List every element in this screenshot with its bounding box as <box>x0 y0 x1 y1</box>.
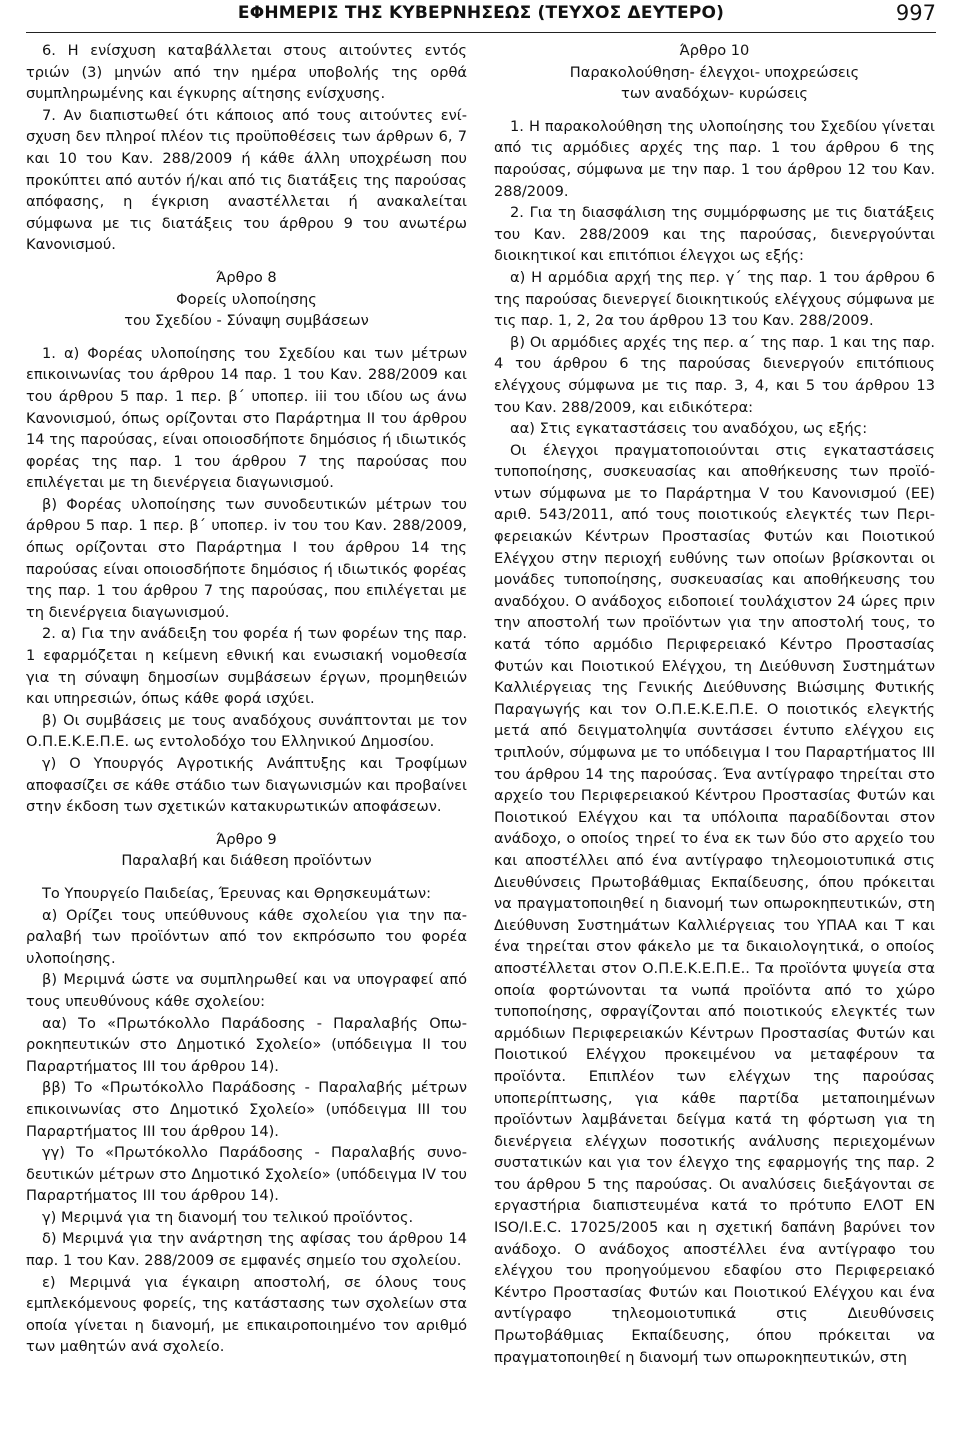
paragraph: αα) Το «Πρωτόκολλο Παράδοσης - Παραλαβής Οπωροκηπευτικών στο Δημοτικό Σχολείο» (υπόδειγμα ΙΙ του Παραρτήματος ΙΙΙ του άρθρου 14). <box>26 1014 467 1075</box>
paragraph: β) Φορέας υλοποίησης των συνοδευτικών μέτρων του άρθρου 5 παρ. 1 περ. β΄ υποπερ. iv του του Καν. 288/2009, όπως ορίζονται στο Παράρτημα Ι του άρθρου 14 της παρούσας είναι οποιοσδήποτε δημόσιος ή ιδιωτικός φορέας της παρ. 1 του άρθρου 7 της παρούσας, που επιλέγεται με τη διενέργεια διαγωνισμού. <box>26 495 467 621</box>
paragraph: β) Οι συμβάσεις με τους αναδόχους συνάπτονται με τον Ο.Π.Ε.Κ.Ε.Π.Ε. ως εντολοδόχο του Ελληνικού Δημοσίου. <box>26 711 467 751</box>
header-rule <box>26 32 936 33</box>
paragraph: Οι έλεγχοι πραγματοποιούνται στις εγκαταστάσεις τυποποίησης, συσκευασίας και αποθήκευσης των προϊόντων σύμφωνα με το Παράρτημα V του Κανονισμού (ΕΕ) αριθ. 543/2011, από τους ποιοτικούς ελεγκτές των Περιφερειακών Κέντρων Προστασίας Φυτών και Ποιοτικού Ελέγχου στην περιοχή ευθύνης των οποίων βρίσκονται οι μονάδες τυποποίησης, συσκευασίας και αποθήκευσης του αναδόχου. Ο ανάδοχος ειδοποιεί τουλάχιστον 24 ώρες πριν την αποστολή των προϊόντων για την αποστολή τους, το κατά τόπο αρμόδιο Περιφερειακό Κέντρο Προστασίας Φυτών και Ποιοτικού Ελέγχου, τη Διεύθυνση Συστημάτων Καλλιέργειας της Γενικής Διεύθυνσης Βιώσιμης Φυτικής Παραγωγής και τον Ο.Π.Ε.Κ.Ε.Π.Ε. Ο ποιοτικός ελεγκτής μετά από δειγματοληψία συντάσσει έντυπο ελέγχου εις τριπλούν, σύμφωνα με το υπόδειγμα Ι του Παραρτήματος ΙΙΙ του άρθρου 14 της παρούσας. Ένα αντίγραφο τηρείται στο αρχείο του Περιφερειακού Κέντρου Προστασίας Φυτών και Ποιοτικού Ελέγχου και τα υπόλοιπα παραδίδονται στον ανάδοχο, ο οποίος τηρεί το ένα εκ των δύο στο αρχείο του και αποστέλλει από ένα αντίγραφο τηλεομοιοτυπικά στις Διευθύνσεις Πρωτοβάθμιας Εκπαίδευσης, όπου πρόκειται να πραγματοποιηθεί η διανομή των οπωροκηπευτικών, στη Διεύθυνση Συστημάτων Καλλιέργειας του ΥΠΑΑ και Τ και ένα τηρείται στον φάκελο με τα δικαιολογητικά, ο οποίος αποστέλλεται στον Ο.Π.Ε.Κ.Ε.Π.Ε.. Τα προϊόντα ψυγεία στα οποία φορτώνονται τα νωπά προϊόντα από το χώρο τυποποίησης, σφραγίζονται από ποιοτικούς ελεγκτές των αρμόδιων Περιφερειακών Κέντρων Προστασίας Φυτών και Ποιοτικού Ελέγχου προκειμένου να μεταφέρουν τα προϊόντα. Επιπλέον των ελέγχων της παρούσας υποπερίπτωσης, για κάθε παρτίδα μεταποιημένων προϊόντων λαμβάνεται δείγμα κατά τη φόρτωση για τη διενέργεια ελέγχων ποσοτικής ανάλυσης περιεχομένων συστατικών και για τον έλεγχο της εφαρμογής της παρ. 2 του άρθρου 5 της παρούσας. Οι αναλύσεις διεξάγονται σε εργαστήρια διαπιστευμένα κατά το πρότυπο ΕΛΟΤ ΕΝ ISO/I.E.C. 17025/2005 και η σχετική δαπάνη βαρύνει τον ανάδοχο. Ο ανάδοχος αποστέλλει ένα αντίγραφο του ελέγχου του προηγούμενου εδαφίου στο Περιφερειακό Κέντρο Προστασίας Φυτών και Ποιοτικού Ελέγχου και ένα αντίγραφο τηλεομοιοτυπικά στις Διευθύνσεις Πρωτοβάθμιας Εκπαίδευσης, όπου πρόκειται να πραγματοποιηθεί η διανομή των οπωροκηπευτικών, στη <box>494 441 935 1366</box>
left-column <box>26 40 467 1358</box>
paragraph: α) Ορίζει τους υπεύθυνους κάθε σχολείου για την παραλαβή των προϊόντων από τον εκπρόσωπο του φορέα υλοποίησης. <box>26 906 467 967</box>
article-10-subtitle: των αναδόχων- κυρώσεις <box>621 85 808 103</box>
paragraph: γγ) Το «Πρωτόκολλο Παράδοσης - Παραλαβής συνοδευτικών μέτρων στο Δημοτικό Σχολείο» (υπόδειγμα ΙV του Παραρτήματος ΙΙΙ του άρθρου 14). <box>26 1144 467 1205</box>
article-9-number: Άρθρο 9 <box>216 830 277 848</box>
paragraph: β) Οι αρμόδιες αρχές της περ. α΄ της παρ. 1 και της παρ. 4 του άρθρου 6 της παρούσας διενεργούν επιτόπιους ελέγχους σύμφωνα με τις παρ. 3, 4, και 5 του άρθρου 13 του Καν. 288/2009, και ειδικότερα: <box>494 333 935 416</box>
paragraph: 2. α) Για την ανάδειξη του φορέα ή των φορέων της παρ. 1 εφαρμόζεται η κείμενη εθνική και ενωσιακή νομοθεσία για τη σύναψη δημοσίων συμβάσεων έργων, προμηθειών και υπηρεσιών, όπως κάθε φορά ισχύει. <box>26 625 467 708</box>
article-8-subtitle: του Σχεδίου - Σύναψη συμβάσεων <box>124 312 369 330</box>
page-number: 997 <box>895 1 936 25</box>
paragraph: α) Η αρμόδια αρχή της περ. γ΄ της παρ. 1 του άρθρου 6 της παρούσας διενεργεί διοικητικούς ελέγχους σύμφωνα με τις παρ. 1, 2, 2α του άρθρου 13 του Καν. 288/2009. <box>494 268 935 330</box>
paragraph: ββ) Το «Πρωτόκολλο Παράδοσης - Παραλαβής μέτρων επικοινωνίας στο Δημοτικό Σχολείο» (υπόδειγμα ΙΙΙ του Παραρτήματος ΙΙΙ του άρθρου 14). <box>26 1079 467 1140</box>
paragraph: 1. α) Φορέας υλοποίησης του Σχεδίου και των μέτρων επικοινωνίας του άρθρου 14 παρ. 1 του Καν. 288/2009 και του άρθρου 5 παρ. 1 περ. β΄ υποπερ. iii του ιδίου ως άνω Κανονισμού, όπως ορίζονται στο Παράρτημα ΙΙ του άρθρου 14 της παρούσας, είναι οποιοσδήποτε δημόσιος ή ιδιωτικός φορέας της παρ. 1 του άρθρου 7 της παρούσας που επιλέγεται με τη διενέργεια διαγωνισμού. <box>26 344 467 492</box>
paragraph: 6. Η ενίσχυση καταβάλλεται στους αιτούντες εντός τριών (3) μηνών από την ημέρα υποβολής της ορθά συμπληρωμένης και έγκυρης αίτησης ενίσχυσης. <box>26 42 467 103</box>
gazette-title: ΕΦΗΜΕΡΙΣ ΤΗΣ ΚΥΒΕΡΝΗΣΕΩΣ (ΤΕΥΧΟΣ ΔΕΥΤΕΡΟ) <box>237 3 725 23</box>
article-8-number: Άρθρο 8 <box>216 268 277 286</box>
article-8-title: Φορείς υλοποίησης <box>176 290 317 308</box>
paragraph: δ) Μεριμνά για την ανάρτηση της αφίσας του άρθρου 14 παρ. 1 του Καν. 288/2009 σε εμφανές σημείο του σχολείου. <box>26 1230 467 1270</box>
page-header <box>26 0 936 32</box>
article-10-title: Παρακολούθηση- έλεγχοι- υποχρεώσεις <box>569 63 860 81</box>
article-10-number: Άρθρο 10 <box>679 42 750 59</box>
paragraph: 7. Αν διαπιστωθεί ότι κάποιος από τους αιτούντες ενίσχυση δεν πληροί πλέον τις προϋποθέσεις των άρθρων 6, 7 και 10 του Καν. 288/2009 ή κάθε άλλη υποχρέωση που προκύπτει από αυτόν ή/και από τις διατάξεις της παρούσας απόφασης, η έγκριση αναστέλλεται ή ανακαλείται σύμφωνα με τις διατάξεις του άρθρου 9 του ανωτέρω Κανονισμού. <box>26 106 467 254</box>
paragraph: 1. Η παρακολούθηση της υλοποίησης του Σχεδίου γίνεται από τις αρμόδιες αρχές της παρ. 1 του άρθρου 6 της παρούσας, σύμφωνα με την παρ. 1 του άρθρου 12 του Καν. 288/2009. <box>494 117 935 200</box>
article-9-title: Παραλαβή και διάθεση προϊόντων <box>121 852 372 870</box>
paragraph: ε) Μεριμνά για έγκαιρη αποστολή, σε όλους τους εμπλεκόμενους φορείς, της κατάστασης των σχολείων στα οποία γίνεται η διανομή, με επικαιροποιημένο τον αριθμό των μαθητών ανά σχολείο. <box>26 1273 467 1356</box>
paragraph: γ) Μεριμνά για τη διανομή του τελικού προϊόντος. <box>42 1208 414 1226</box>
paragraph: Το Υπουργείο Παιδείας, Έρευνας και Θρησκευμάτων: <box>42 884 432 902</box>
right-column <box>494 40 935 1368</box>
paragraph: αα) Στις εγκαταστάσεις του αναδόχου, ως εξής: <box>510 420 868 438</box>
paragraph: β) Μεριμνά ώστε να συμπληρωθεί και να υπογραφεί από τους υπευθύνους κάθε σχολείου: <box>26 971 467 1010</box>
paragraph: 2. Για τη διασφάλιση της συμμόρφωσης με τις διατάξεις του Καν. 288/2009 και της παρούσας, διενεργούνται διοικητικοί και επιτόπιοι έλεγχοι ως εξής: <box>494 204 935 265</box>
paragraph: γ) Ο Υπουργός Αγροτικής Ανάπτυξης και Τροφίμων αποφασίζει σε κάθε στάδιο των διαγωνισμών και προβαίνει στην έκδοση των σχετικών κατακυρωτικών αποφάσεων. <box>26 755 467 816</box>
